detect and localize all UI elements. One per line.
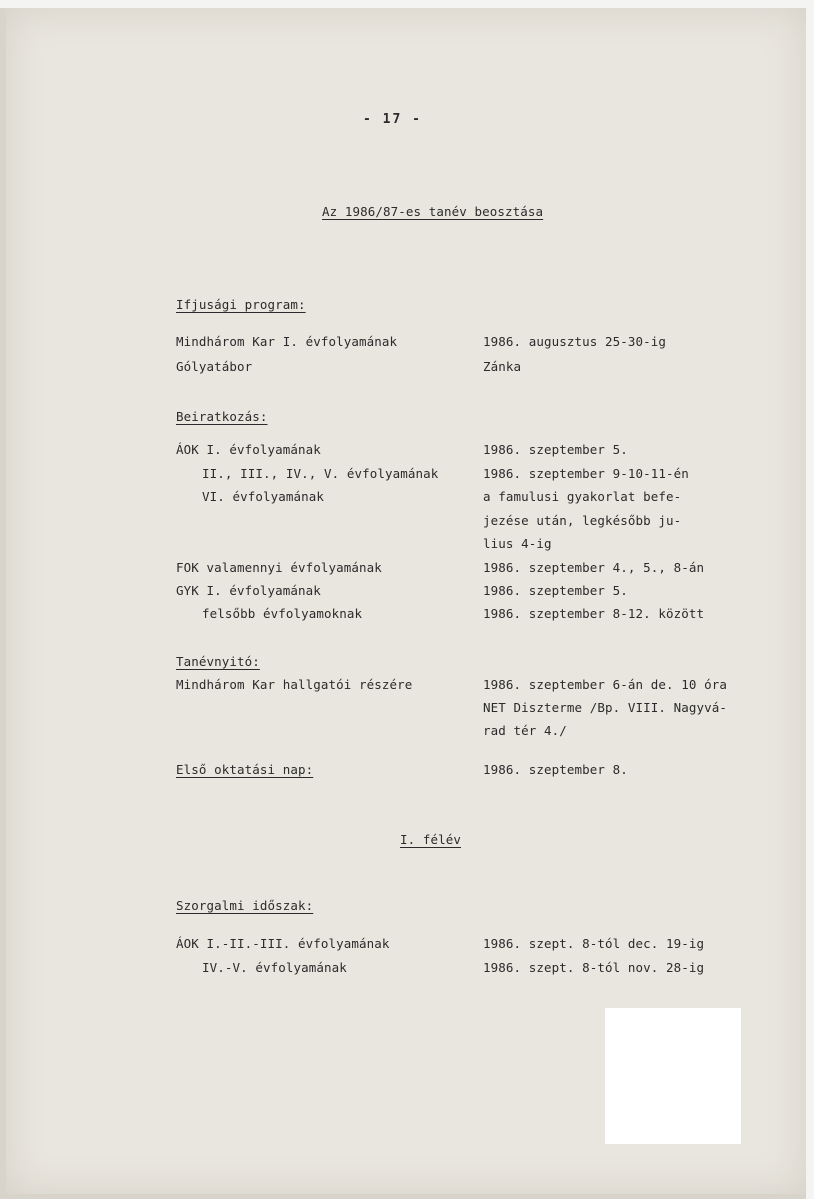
row-left: ÁOK I.-II.-III. évfolyamának bbox=[176, 936, 390, 951]
row-right: 1986. szeptember 5. bbox=[483, 583, 628, 598]
row-left: Gólyatábor bbox=[176, 359, 253, 374]
row-right: 1986. szeptember 9-10-11-én bbox=[483, 466, 689, 481]
page-title: Az 1986/87-es tanév beosztása bbox=[322, 204, 544, 219]
row-right: Zánka bbox=[483, 359, 522, 374]
white-sticker bbox=[605, 1008, 741, 1144]
row-right: rad tér 4./ bbox=[483, 723, 567, 738]
row-left: GYK I. évfolyamának bbox=[176, 583, 321, 598]
row-right: 1986. augusztus 25-30-ig bbox=[483, 334, 667, 349]
section-heading-beiratkozas: Beiratkozás: bbox=[176, 409, 268, 424]
section-heading-szorgalmi: Szorgalmi időszak: bbox=[176, 898, 314, 913]
row-right: 1986. szept. 8-tól dec. 19-ig bbox=[483, 936, 705, 951]
row-right: 1986. szeptember 8. bbox=[483, 762, 628, 777]
scan-right-edge bbox=[806, 0, 814, 1199]
row-right: a famulusi gyakorlat befe- bbox=[483, 489, 682, 504]
section-heading-elso-nap: Első oktatási nap: bbox=[176, 762, 314, 777]
row-left: VI. évfolyamának bbox=[202, 489, 325, 504]
scan-top-edge bbox=[0, 0, 814, 8]
row-right: jezése után, legkésőbb ju- bbox=[483, 513, 682, 528]
row-right: lius 4-ig bbox=[483, 536, 552, 551]
row-right: 1986. szept. 8-tól nov. 28-ig bbox=[483, 960, 705, 975]
row-left: felsőbb évfolyamoknak bbox=[202, 606, 363, 621]
row-right: 1986. szeptember 4., 5., 8-án bbox=[483, 560, 705, 575]
page-number: - 17 - bbox=[363, 112, 422, 127]
row-left: FOK valamennyi évfolyamának bbox=[176, 560, 382, 575]
row-right: 1986. szeptember 8-12. között bbox=[483, 606, 705, 621]
row-left: II., III., IV., V. évfolyamának bbox=[202, 466, 439, 481]
section-heading-ifjusagi: Ifjusági program: bbox=[176, 297, 306, 312]
row-right: 1986. szeptember 6-án de. 10 óra bbox=[483, 677, 728, 692]
row-left: Mindhárom Kar I. évfolyamának bbox=[176, 334, 398, 349]
row-right: 1986. szeptember 5. bbox=[483, 442, 628, 457]
row-left: Mindhárom Kar hallgatói részére bbox=[176, 677, 413, 692]
section-heading-felev: I. félév bbox=[400, 832, 462, 847]
row-right: NET Diszterme /Bp. VIII. Nagyvá- bbox=[483, 700, 728, 715]
row-left: ÁOK I. évfolyamának bbox=[176, 442, 321, 457]
row-left: IV.-V. évfolyamának bbox=[202, 960, 347, 975]
section-heading-tanevnyito: Tanévnyitó: bbox=[176, 654, 260, 669]
